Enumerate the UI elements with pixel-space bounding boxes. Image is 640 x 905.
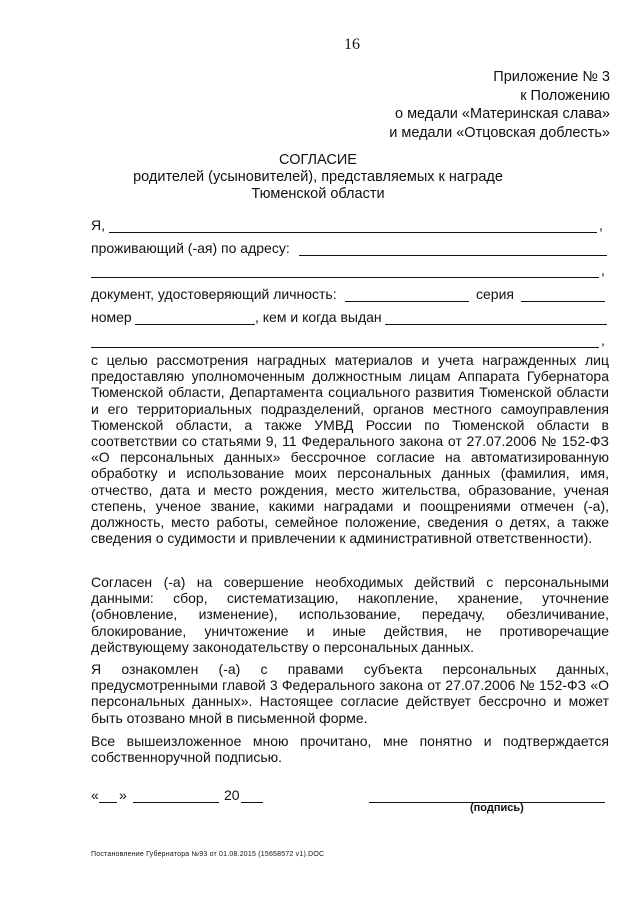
document-row	[91, 286, 609, 306]
page-number: 16	[344, 36, 360, 53]
issued-continuation-row	[91, 332, 609, 352]
address-comma: ,	[601, 262, 605, 278]
consent-paragraph-confirmation: Все вышеизложенное мною прочитано, мне понятно и подтверждается собственноручной подписью.	[91, 733, 609, 766]
address-continuation-field[interactable]	[91, 277, 599, 278]
document-label: документ, удостоверяющий личность:	[91, 286, 337, 302]
address-row	[91, 240, 609, 260]
issued-label: , кем и когда выдан	[255, 309, 382, 325]
series-field[interactable]	[521, 301, 605, 302]
name-field[interactable]	[109, 232, 597, 233]
name-label: Я,	[91, 217, 105, 233]
issued-comma: ,	[601, 332, 605, 348]
number-field[interactable]	[135, 324, 255, 325]
date-month-field[interactable]	[133, 802, 219, 803]
date-row	[91, 787, 609, 807]
address-field[interactable]	[299, 255, 607, 256]
series-label: серия	[476, 286, 514, 302]
appendix-line-1: Приложение № 3	[493, 69, 610, 85]
date-open-quote: «	[91, 787, 99, 803]
issued-field[interactable]	[385, 324, 607, 325]
date-year-prefix: 20	[224, 787, 240, 803]
date-year-field[interactable]	[241, 802, 263, 803]
footer-document-reference: Постановление Губернатора №93 от 01.08.2015 (15658572 v1).DOC	[91, 851, 325, 858]
appendix-line-4: и медали «Отцовская доблесть»	[389, 124, 610, 141]
number-row	[91, 309, 609, 329]
appendix-block	[389, 68, 610, 142]
issued-continuation-field[interactable]	[91, 347, 599, 348]
document-subtitle-2: Тюменской области	[251, 186, 385, 202]
consent-paragraph-rights: Я ознакомлен (-а) с правами субъекта персональных данных, предусмотренными главой 3 Федерального закона от 27.07.2006 № 152-ФЗ «О персональных данных». Настоящее согласие действует бессрочно и может быть отозвано мной в письменной форме.	[91, 661, 609, 726]
address-continuation-row	[91, 262, 609, 282]
document-type-field[interactable]	[345, 301, 469, 302]
name-row	[91, 217, 609, 237]
document-subtitle-1: родителей (усыновителей), представляемых к награде	[133, 169, 503, 185]
consent-paragraph-purpose: с целью рассмотрения наградных материалов и учета награжденных лиц предоставляю уполномоченным должностным лицам Аппарата Губернатора Тюменской области, Департамента социального развития Тюменской области и его территориальных подразделений, органов местного самоуправления Тюменской области, а также УМВД России по Тюменской области в соответствии со статьями 9, 11 Федерального закона от 27.07.2006 № 152-ФЗ «О персональных данных» бессрочное согласие на автоматизированную обработку и использование моих персональных данных (фамилия, имя, отчество, дата и место рождения, место жительства, образование, ученая степень, ученое звание, какими наградами и поощрениями отмечен (-а), должность, место работы, семейное положение, сведения о детях, а также сведения о судимости и привлечении к административной ответственности).	[91, 352, 609, 547]
signature-caption: (подпись)	[470, 802, 524, 814]
name-comma: ,	[599, 217, 603, 233]
date-day-field[interactable]	[99, 802, 117, 803]
number-label: номер	[91, 309, 132, 325]
consent-paragraph-actions: Согласен (-а) на совершение необходимых действий с персональными данными: сбор, систематизацию, накопление, хранение, уточнение (обновление, изменение), использование, передачу, обезличивание, блокирование, уничтожение и иные действия, не противоречащие действующему законодательству о персональных данных.	[91, 574, 609, 655]
date-close-quote: »	[119, 787, 127, 803]
appendix-line-3: о медали «Материнская слава»	[395, 106, 610, 122]
address-label: проживающий (-ая) по адресу:	[91, 240, 290, 256]
document-title: СОГЛАСИЕ	[279, 152, 357, 168]
appendix-line-2: к Положению	[520, 87, 610, 104]
